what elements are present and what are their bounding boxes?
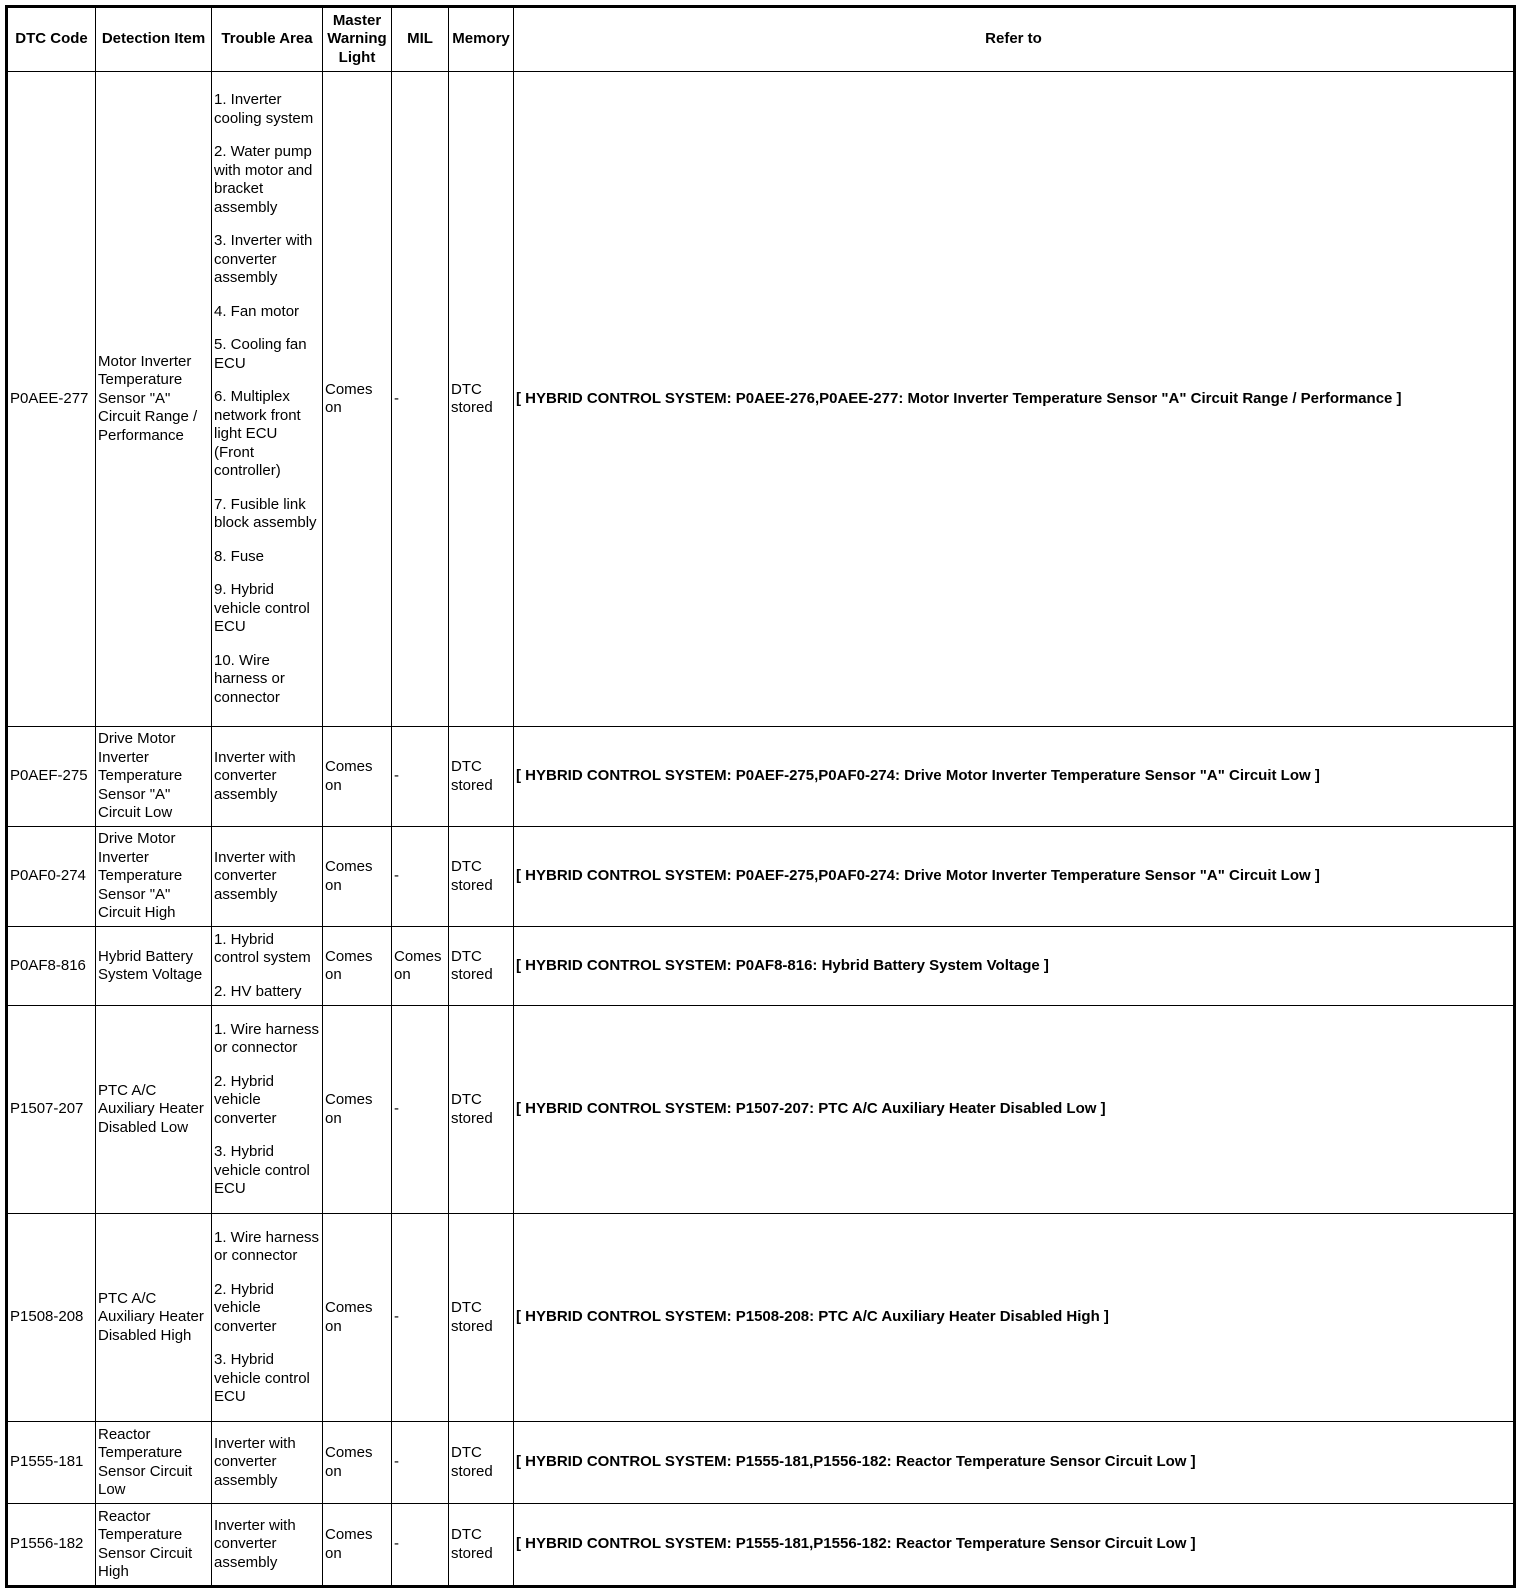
mil-cell: -	[392, 1214, 449, 1422]
dtc-code-cell: P0AEF-275	[7, 727, 96, 827]
trouble-area-item: 9. Hybrid vehicle control ECU	[214, 581, 310, 635]
table-row	[7, 72, 1515, 727]
trouble-area-item: 6. Multiplex network front light ECU (Front controller)	[214, 388, 301, 479]
memory-cell: DTC stored	[449, 1422, 514, 1504]
refer-to-link[interactable]: [ HYBRID CONTROL SYSTEM: P1555-181,P1556-182: Reactor Temperature Sensor Circuit Low ]	[514, 1422, 1515, 1504]
master-warning-cell: Comes on	[323, 1214, 392, 1422]
trouble-area-item: 1. Hybrid control system	[214, 930, 311, 967]
master-warning-cell: Comes on	[323, 1504, 392, 1587]
trouble-area-cell	[212, 1422, 323, 1504]
trouble-area-item: 3. Inverter with converter assembly	[214, 232, 313, 286]
master-warning-cell: Comes on	[323, 1006, 392, 1214]
table-row	[7, 1214, 1515, 1422]
master-warning-cell: Comes on	[323, 72, 392, 727]
table-row	[7, 1006, 1515, 1214]
detection-item-cell: PTC A/C Auxiliary Heater Disabled High	[96, 1214, 212, 1422]
trouble-area-cell	[212, 827, 323, 927]
dtc-code-cell: P0AF0-274	[7, 827, 96, 927]
dtc-table	[5, 5, 1516, 1588]
dtc-code-cell: P1555-181	[7, 1422, 96, 1504]
memory-cell: DTC stored	[449, 1214, 514, 1422]
master-warning-cell: Comes on	[323, 1422, 392, 1504]
trouble-area-cell	[212, 727, 323, 827]
refer-to-link[interactable]: [ HYBRID CONTROL SYSTEM: P1507-207: PTC A/C Auxiliary Heater Disabled Low ]	[514, 1006, 1515, 1214]
header-memory: Memory	[449, 7, 514, 72]
table-row	[7, 1422, 1515, 1504]
header-refer-to: Refer to	[514, 7, 1515, 72]
trouble-area-item: Inverter with converter assembly	[214, 1516, 296, 1571]
trouble-area-item: 1. Wire harness or connector	[214, 1020, 320, 1056]
trouble-area-item: 3. Hybrid vehicle control ECU	[214, 1351, 310, 1405]
trouble-area-item: 1. Inverter cooling system	[214, 91, 314, 127]
detection-item-cell: Drive Motor Inverter Temperature Sensor "A" Circuit High	[96, 827, 212, 927]
master-warning-cell: Comes on	[323, 727, 392, 827]
mil-cell: -	[392, 727, 449, 827]
mil-cell: -	[392, 1504, 449, 1587]
master-warning-cell: Comes on	[323, 827, 392, 927]
trouble-area-item: 7. Fusible link block assembly	[214, 495, 317, 531]
refer-to-link[interactable]: [ HYBRID CONTROL SYSTEM: P0AF8-816: Hybrid Battery System Voltage ]	[514, 927, 1515, 1006]
header-detection-item: Detection Item	[96, 7, 212, 72]
trouble-area-item: 2. HV battery	[214, 982, 302, 1000]
trouble-area-item: Inverter with converter assembly	[214, 1434, 296, 1489]
dtc-code-cell: P0AF8-816	[7, 927, 96, 1006]
detection-item-cell: Hybrid Battery System Voltage	[96, 927, 212, 1006]
mil-cell: Comes on	[392, 927, 449, 1006]
trouble-area-item: 2. Hybrid vehicle converter	[214, 1280, 277, 1335]
mil-cell: -	[392, 1422, 449, 1504]
table-row	[7, 927, 1515, 1006]
trouble-area-item: Inverter with converter assembly	[214, 748, 296, 803]
memory-cell: DTC stored	[449, 727, 514, 827]
trouble-area-item: 8. Fuse	[214, 547, 265, 565]
trouble-area-cell	[212, 1006, 323, 1214]
memory-cell: DTC stored	[449, 1504, 514, 1587]
memory-cell: DTC stored	[449, 72, 514, 727]
header-trouble-area: Trouble Area	[212, 7, 323, 72]
refer-to-link[interactable]: [ HYBRID CONTROL SYSTEM: P1508-208: PTC A/C Auxiliary Heater Disabled High ]	[514, 1214, 1515, 1422]
refer-to-link[interactable]: [ HYBRID CONTROL SYSTEM: P0AEE-276,P0AEE-277: Motor Inverter Temperature Sensor "A" Circuit Range / Performance ]	[514, 72, 1515, 727]
table-row	[7, 827, 1515, 927]
dtc-code-cell: P1508-208	[7, 1214, 96, 1422]
memory-cell: DTC stored	[449, 927, 514, 1006]
refer-to-link[interactable]: [ HYBRID CONTROL SYSTEM: P1555-181,P1556-182: Reactor Temperature Sensor Circuit Low ]	[514, 1504, 1515, 1587]
trouble-area-item: 10. Wire harness or connector	[214, 651, 285, 706]
detection-item-cell: Drive Motor Inverter Temperature Sensor "A" Circuit Low	[96, 727, 212, 827]
refer-to-link[interactable]: [ HYBRID CONTROL SYSTEM: P0AEF-275,P0AF0-274: Drive Motor Inverter Temperature Sensor "A" Circuit Low ]	[514, 827, 1515, 927]
table-header-row	[7, 7, 1515, 72]
mil-cell: -	[392, 1006, 449, 1214]
trouble-area-item: 2. Hybrid vehicle converter	[214, 1072, 277, 1127]
table-row	[7, 727, 1515, 827]
trouble-area-item: 2. Water pump with motor and bracket assembly	[214, 143, 313, 216]
trouble-area-item: 3. Hybrid vehicle control ECU	[214, 1143, 310, 1197]
dtc-code-cell: P0AEE-277	[7, 72, 96, 727]
trouble-area-cell	[212, 1214, 323, 1422]
master-warning-cell: Comes on	[323, 927, 392, 1006]
header-mil: MIL	[392, 7, 449, 72]
dtc-code-cell: P1556-182	[7, 1504, 96, 1587]
trouble-area-item: 4. Fan motor	[214, 302, 300, 320]
detection-item-cell: Motor Inverter Temperature Sensor "A" Circuit Range / Performance	[96, 72, 212, 727]
trouble-area-item: 1. Wire harness or connector	[214, 1228, 320, 1264]
dtc-table-container	[5, 5, 1516, 1588]
memory-cell: DTC stored	[449, 1006, 514, 1214]
header-master-warning-light: Master Warning Light	[323, 7, 392, 72]
mil-cell: -	[392, 72, 449, 727]
detection-item-cell: PTC A/C Auxiliary Heater Disabled Low	[96, 1006, 212, 1214]
trouble-area-cell	[212, 72, 323, 727]
trouble-area-item: 5. Cooling fan ECU	[214, 336, 307, 372]
mil-cell: -	[392, 827, 449, 927]
memory-cell: DTC stored	[449, 827, 514, 927]
table-row	[7, 1504, 1515, 1587]
dtc-code-cell: P1507-207	[7, 1006, 96, 1214]
refer-to-link[interactable]: [ HYBRID CONTROL SYSTEM: P0AEF-275,P0AF0-274: Drive Motor Inverter Temperature Sensor "A" Circuit Low ]	[514, 727, 1515, 827]
header-dtc-code: DTC Code	[7, 7, 96, 72]
detection-item-cell: Reactor Temperature Sensor Circuit High	[96, 1504, 212, 1587]
trouble-area-cell	[212, 1504, 323, 1587]
trouble-area-cell	[212, 927, 323, 1006]
detection-item-cell: Reactor Temperature Sensor Circuit Low	[96, 1422, 212, 1504]
trouble-area-item: Inverter with converter assembly	[214, 848, 296, 903]
